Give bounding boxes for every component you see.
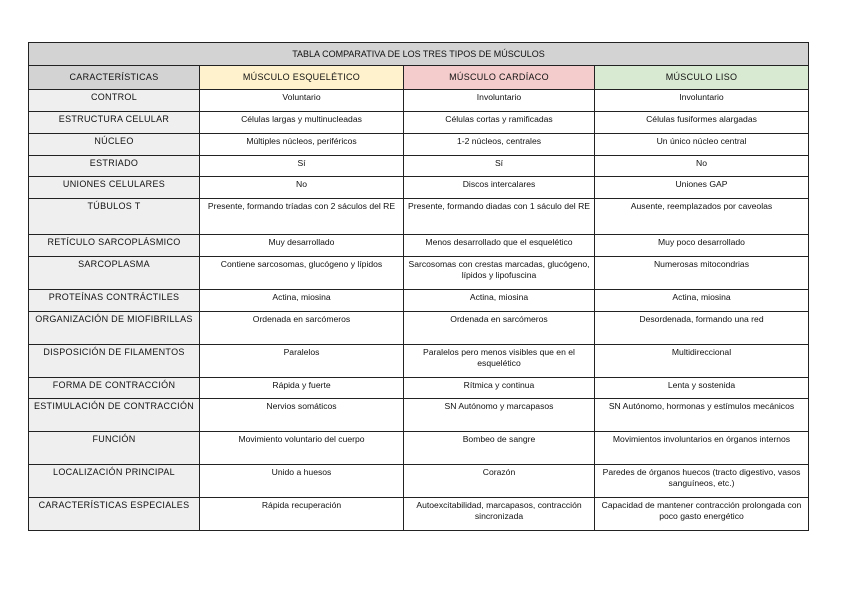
- row-label: RETÍCULO SARCOPLÁSMICO: [29, 235, 200, 257]
- row-label: ESTRIADO: [29, 156, 200, 177]
- table-cell: Células cortas y ramificadas: [404, 112, 595, 134]
- row-label: DISPOSICIÓN DE FILAMENTOS: [29, 345, 200, 378]
- table-cell: Unido a huesos: [200, 465, 404, 498]
- table-cell: Rápida recuperación: [200, 498, 404, 531]
- table-cell: Presente, formando diadas con 1 sáculo del RE: [404, 199, 595, 235]
- table-row: [29, 177, 809, 199]
- header-skeletal: MÚSCULO ESQUELÉTICO: [200, 66, 404, 90]
- table-row: [29, 235, 809, 257]
- row-label: ORGANIZACIÓN DE MIOFIBRILLAS: [29, 312, 200, 345]
- row-label: SARCOPLASMA: [29, 257, 200, 290]
- table-cell: Desordenada, formando una red: [595, 312, 809, 345]
- table-cell: Sarcosomas con crestas marcadas, glucógeno, lípidos y lipofuscina: [404, 257, 595, 290]
- table-row: [29, 345, 809, 378]
- table-cell: Actina, miosina: [404, 290, 595, 312]
- table-cell: Paralelos: [200, 345, 404, 378]
- header-characteristics: CARACTERÍSTICAS: [29, 66, 200, 90]
- table-row: [29, 156, 809, 177]
- table-row: [29, 112, 809, 134]
- table-row: [29, 498, 809, 531]
- table-cell: Células largas y multinucleadas: [200, 112, 404, 134]
- table-cell: Ordenada en sarcómeros: [404, 312, 595, 345]
- table-cell: Lenta y sostenida: [595, 378, 809, 399]
- table-cell: Presente, formando tríadas con 2 sáculos del RE: [200, 199, 404, 235]
- table-cell: No: [200, 177, 404, 199]
- table-row: [29, 465, 809, 498]
- table-row: [29, 257, 809, 290]
- row-label: NÚCLEO: [29, 134, 200, 156]
- table-cell: Rápida y fuerte: [200, 378, 404, 399]
- table-cell: Capacidad de mantener contracción prolongada con poco gasto energético: [595, 498, 809, 531]
- row-label: FORMA DE CONTRACCIÓN: [29, 378, 200, 399]
- table-cell: Bombeo de sangre: [404, 432, 595, 465]
- table-cell: Muy poco desarrollado: [595, 235, 809, 257]
- table-cell: Movimiento voluntario del cuerpo: [200, 432, 404, 465]
- table-cell: Autoexcitabilidad, marcapasos, contracción sincronizada: [404, 498, 595, 531]
- table-cell: SN Autónomo y marcapasos: [404, 399, 595, 432]
- table-cell: Movimientos involuntarios en órganos internos: [595, 432, 809, 465]
- table-cell: Células fusiformes alargadas: [595, 112, 809, 134]
- table-cell: Numerosas mitocondrias: [595, 257, 809, 290]
- table-row: [29, 312, 809, 345]
- table-cell: Voluntario: [200, 90, 404, 112]
- table-cell: Múltiples núcleos, periféricos: [200, 134, 404, 156]
- table-cell: Ordenada en sarcómeros: [200, 312, 404, 345]
- table-cell: Corazón: [404, 465, 595, 498]
- table-cell: Actina, miosina: [200, 290, 404, 312]
- table-cell: Paredes de órganos huecos (tracto digestivo, vasos sanguíneos, etc.): [595, 465, 809, 498]
- table-cell: 1-2 núcleos, centrales: [404, 134, 595, 156]
- table-cell: Rítmica y continua: [404, 378, 595, 399]
- table-row: [29, 134, 809, 156]
- table-cell: Ausente, reemplazados por caveolas: [595, 199, 809, 235]
- table-cell: Muy desarrollado: [200, 235, 404, 257]
- table-cell: Sí: [404, 156, 595, 177]
- table-cell: Involuntario: [595, 90, 809, 112]
- row-label: CARACTERÍSTICAS ESPECIALES: [29, 498, 200, 531]
- row-label: ESTIMULACIÓN DE CONTRACCIÓN: [29, 399, 200, 432]
- table-row: [29, 290, 809, 312]
- table-row: [29, 90, 809, 112]
- row-label: UNIONES CELULARES: [29, 177, 200, 199]
- table-cell: Un único núcleo central: [595, 134, 809, 156]
- table-cell: Menos desarrollado que el esquelético: [404, 235, 595, 257]
- table-cell: Involuntario: [404, 90, 595, 112]
- header-smooth: MÚSCULO LISO: [595, 66, 809, 90]
- table-row: [29, 378, 809, 399]
- table-cell: Paralelos pero menos visibles que en el esquelético: [404, 345, 595, 378]
- header-cardiac: MÚSCULO CARDÍACO: [404, 66, 595, 90]
- table-cell: Contiene sarcosomas, glucógeno y lípidos: [200, 257, 404, 290]
- table-cell: Uniones GAP: [595, 177, 809, 199]
- table-row: [29, 432, 809, 465]
- table-cell: Actina, miosina: [595, 290, 809, 312]
- table-cell: No: [595, 156, 809, 177]
- table-cell: SN Autónomo, hormonas y estímulos mecánicos: [595, 399, 809, 432]
- row-label: TÚBULOS T: [29, 199, 200, 235]
- table-cell: Discos intercalares: [404, 177, 595, 199]
- row-label: FUNCIÓN: [29, 432, 200, 465]
- row-label: ESTRUCTURA CELULAR: [29, 112, 200, 134]
- comparison-table: [28, 42, 809, 531]
- row-label: CONTROL: [29, 90, 200, 112]
- table-header-row: [29, 66, 809, 90]
- table-title-row: [29, 43, 809, 66]
- row-label: PROTEÍNAS CONTRÁCTILES: [29, 290, 200, 312]
- row-label: LOCALIZACIÓN PRINCIPAL: [29, 465, 200, 498]
- table-cell: Nervios somáticos: [200, 399, 404, 432]
- table-row: [29, 199, 809, 235]
- table-title: TABLA COMPARATIVA DE LOS TRES TIPOS DE MÚSCULOS: [29, 43, 809, 66]
- table-cell: Sí: [200, 156, 404, 177]
- table-row: [29, 399, 809, 432]
- table-cell: Multidireccional: [595, 345, 809, 378]
